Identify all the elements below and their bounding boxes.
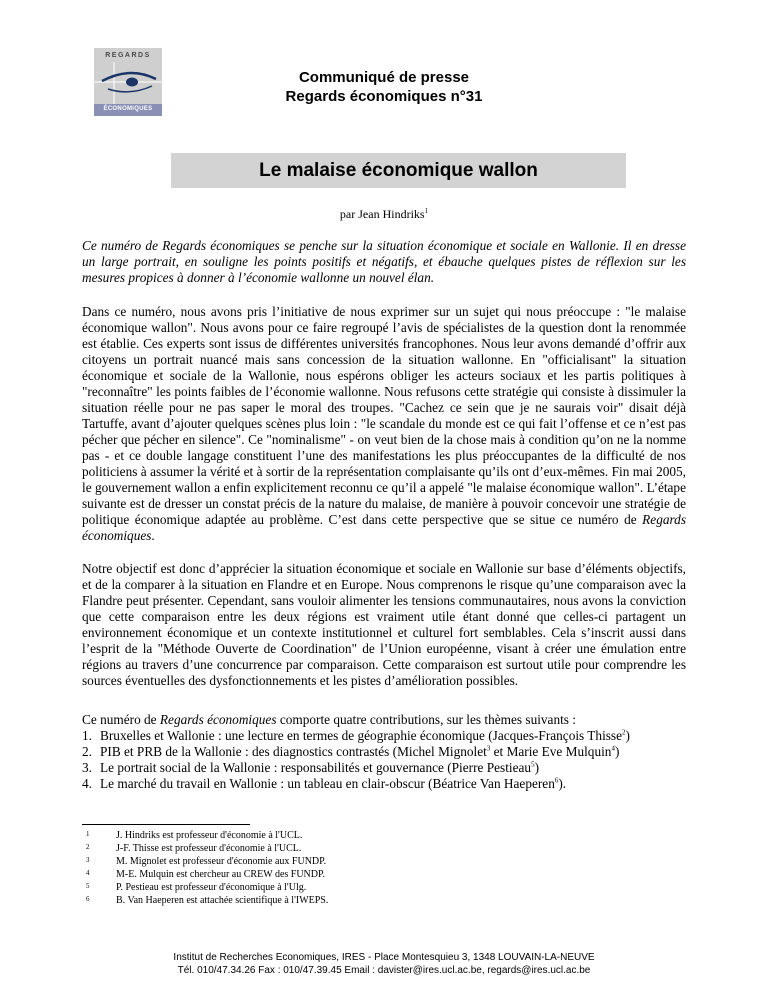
list-item-end: ). xyxy=(558,776,567,791)
publication-name: Regards économiques xyxy=(82,512,686,543)
footer-contact: Tél. 010/47.34.26 Fax : 010/47.39.45 Email : davister@ires.ucl.ac.be, regards@ires.ucl.ac.be xyxy=(177,965,591,976)
footnote-number: 5 xyxy=(86,882,90,890)
footnotes xyxy=(82,829,686,907)
footnote-number: 4 xyxy=(86,869,90,877)
paragraph-1-end: . xyxy=(151,528,155,543)
paragraph-1 xyxy=(82,304,686,544)
page-title: Le malaise économique wallon xyxy=(259,160,538,181)
publication-name: Regards économiques xyxy=(159,712,277,727)
contributions-list xyxy=(82,728,686,792)
footnote-ref: 6 xyxy=(554,776,559,785)
list-number: 4. xyxy=(82,776,92,791)
press-header xyxy=(0,68,768,106)
list-item xyxy=(82,760,686,776)
list-item-text: PIB et PRB de la Wallonie : des diagnostics contrastés (Michel Mignolet xyxy=(100,744,487,759)
list-item-end: ) xyxy=(625,728,630,743)
paragraph-3-text: Ce numéro de xyxy=(82,712,160,727)
logo-bottom-text: ÉCONOMIQUES xyxy=(103,106,153,112)
list-item xyxy=(82,728,686,744)
list-number: 1. xyxy=(82,728,92,743)
footnote xyxy=(82,855,686,868)
paragraph-3-end: comporte quatre contributions, sur les thèmes suivants : xyxy=(276,712,576,727)
page-footer xyxy=(0,951,768,977)
list-number: 2. xyxy=(82,744,92,759)
footnote-number: 1 xyxy=(86,830,90,838)
intro-paragraph: Ce numéro de Regards économiques se penche sur la situation économique et sociale en Wallonie. Il en dresse un large portrait, en souligne les points positifs et négatifs, et ébauche quelques pistes de réflexion sur les mesures propices à donner à l’économie wallonne un nouvel élan. xyxy=(82,238,686,285)
title-box xyxy=(171,153,626,188)
footer-address: Institut de Recherches Economiques, IRES - Place Montesquieu 3, 1348 LOUVAIN-LA-NEUVE xyxy=(173,952,595,963)
paragraph-3 xyxy=(82,712,686,728)
footnote xyxy=(82,829,686,842)
list-item xyxy=(82,776,686,792)
list-item-text: Le portrait social de la Wallonie : responsabilités et gouvernance (Pierre Pestieau xyxy=(100,760,532,775)
press-release-label: Communiqué de presse xyxy=(298,69,470,86)
footnote-text: J-F. Thisse est professeur d'économie à l'UCL. xyxy=(116,843,302,854)
footnote-text: B. Van Haeperen est attachée scientifique à l'IWEPS. xyxy=(116,895,329,906)
list-item-end: ) xyxy=(534,760,539,775)
footnote-ref: 5 xyxy=(531,760,535,769)
list-item-end: ) xyxy=(614,744,620,759)
list-item xyxy=(82,744,686,760)
footnote xyxy=(82,881,686,894)
footnote-text: J. Hindriks est professeur d'économie à l'UCL. xyxy=(116,830,303,841)
footnote-number: 2 xyxy=(86,843,90,851)
footnote-ref: 2 xyxy=(622,728,626,737)
footnote-number: 6 xyxy=(86,895,90,903)
footnote-number: 3 xyxy=(86,856,90,864)
footnote-text: M-E. Mulquin est chercheur au CREW des FUNDP. xyxy=(116,869,325,880)
logo-top-text: REGARDS xyxy=(105,52,151,59)
footnote-text: P. Pestieau est professeur d'économique à l'Ulg. xyxy=(116,882,307,893)
list-item-mid: et Marie Eve Mulquin xyxy=(490,744,612,759)
issue-label: Regards économiques n°31 xyxy=(285,88,483,105)
footnote-ref: 1 xyxy=(424,207,429,215)
list-item-text: Bruxelles et Wallonie : une lecture en termes de géographie économique (Jacques-François Thisse xyxy=(100,728,623,743)
footnote-ref: 3 xyxy=(486,744,491,753)
list-item-text: Le marché du travail en Wallonie : un tableau en clair-obscur (Béatrice Van Haeperen xyxy=(100,776,555,791)
footnote xyxy=(82,894,686,907)
paragraph-2: Notre objectif est donc d’apprécier la situation économique et sociale en Wallonie sur base d’éléments objectifs, et de la comparer à la situation en Flandre et en Europe. Nous comprenons le risque qu’une comparaison avec la Flandre peut présenter. Cependant, sans vouloir alimenter les tensions communautaires, nous avons la conviction que cette comparaison entre les deux régions est vraiment utile étant donné que celles-ci partagent un environnement économique et un contexte institutionnel et culturel fort semblables. Cela s’inscrit aussi dans l’esprit de la "Méthode Ouverte de Coordination" de l’Union européenne, visant à créer une émulation entre régions au travers d’une concurrence par comparaison. Cette comparaison est surtout utile pour comprendre les sources éventuelles des dysfonctionnements et les pistes d’amélioration possibles. xyxy=(82,561,686,688)
footnote-text: M. Mignolet est professeur d'économie aux FUNDP. xyxy=(116,856,327,867)
byline-text: par Jean Hindriks xyxy=(339,207,425,221)
footnote-ref: 4 xyxy=(611,744,615,753)
footnote xyxy=(82,868,686,881)
paragraph-1-text: Dans ce numéro, nous avons pris l’initiative de nous exprimer sur un sujet qui nous préoccupe : "le malaise économique wallon". Nous avons pour ce faire regroupé l’avis de spécialistes de la question dont la renommée est établie. Ces experts sont issus de différentes universités francophones. Nous leur avons demandé d’offrir aux citoyens un portrait nuancé mais sans concession de la situation wallonne. En "officialisant" la situation économique et sociale de la Wallonie, nous espérons obliger les acteurs sociaux et les partis politiques à "reconnaître" les points faibles de l’économie wallonne. Nous refusons cette stratégie qui consiste à dissimuler la situation réelle pour ne pas saper le moral des troupes. "Cachez ce sein que je ne saurais voir" disait déjà Tartuffe, avant d’ajouter quelques scènes plus loin : "le scandale du monde est ce qui fait l’offense et ce n’est pas pécher que pécher en silence". Ce "nominalisme" - on veut bien de la chose mais à condition qu’on ne la nomme pas - et ce double langage constituent l’une des manifestations les plus préoccupantes de la difficulté de nos politiciens à assumer la vérité et à sortir de la représentation complaisante qu’ils ont d’eux-mêmes. Fin mai 2005, le gouvernement wallon a enfin explicitement reconnu ce qu’il a appelé "le malaise économique wallon". L’étape suivante est de dresser un constat précis de la nature du malaise, de manière à pouvoir concevoir une stratégie de politique économique adaptée au problème. C’est dans cette perspective que se situe ce numéro de xyxy=(82,304,686,527)
footnote-divider xyxy=(82,824,250,825)
list-number: 3. xyxy=(82,760,92,775)
byline xyxy=(0,207,768,222)
footnote xyxy=(82,842,686,855)
